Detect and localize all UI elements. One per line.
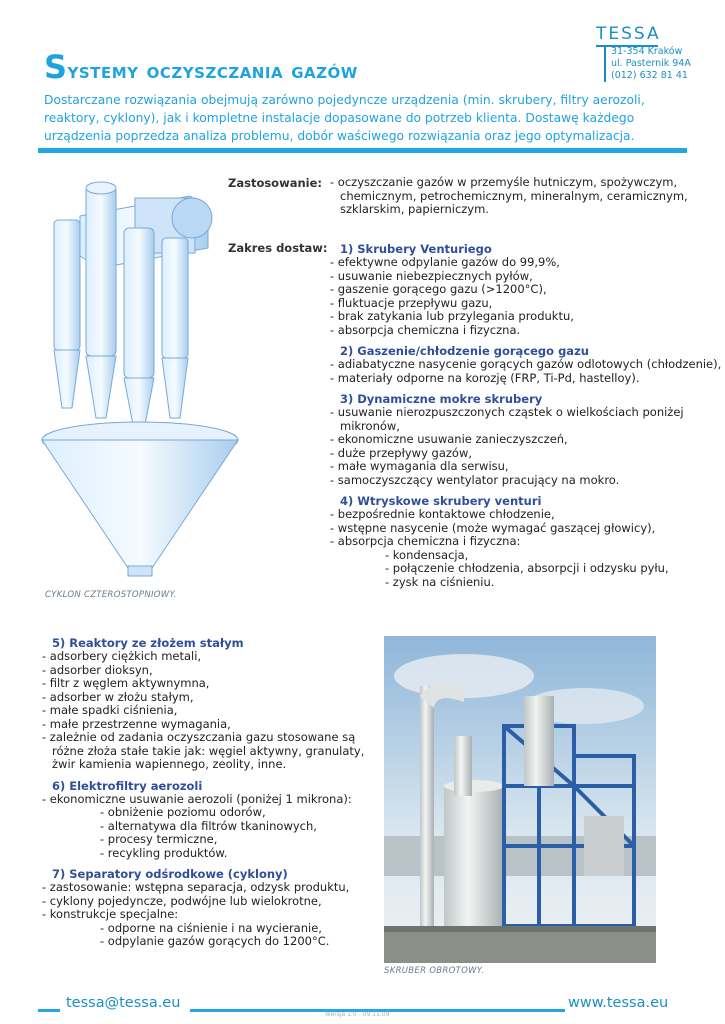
footer-line-left bbox=[38, 1009, 60, 1012]
company-address: 31-354 Kraków ul. Pasternik 94A (012) 632 81 41 bbox=[604, 46, 691, 82]
section-heading: 4) Wtryskowe skrubery venturi bbox=[340, 494, 542, 508]
footer-email-link[interactable]: tessa@tessa.eu bbox=[66, 995, 181, 1011]
rotary-scrubber-photo bbox=[384, 636, 656, 963]
zastosowanie-label: Zastosowanie: bbox=[228, 176, 322, 190]
version-text: Wersja 1.0 - 09.11.09 bbox=[325, 1011, 390, 1018]
header-divider bbox=[38, 148, 687, 153]
section-heading: 1) Skrubery Venturiego bbox=[340, 242, 492, 256]
page-title: Systemy oczyszczania gazów bbox=[44, 48, 358, 86]
section-heading: 5) Reaktory ze złożem stałym bbox=[52, 636, 244, 650]
section-heading: 2) Gaszenie/chłodzenie gorącego gazu bbox=[340, 344, 589, 358]
diagram-caption: CYKLON CZTEROSTOPNIOWY. bbox=[45, 590, 177, 600]
zastosowanie-text: - oczyszczanie gazów w przemyśle hutniczym, spożywczym, chemicznym, petrochemicznym, mineralnym, ceramicznym, szklarskim, papierniczym. bbox=[330, 175, 688, 216]
zakres-list: 1) Skrubery Venturiego - efektywne odpylanie gazów do 99,9%, - usuwanie niebezpiecznych pyłów, - gaszenie gorącego gazu (>1200°C), - fluktuacje przepływu gazu, - brak zatykania lub przylegania produktu, - absorpcja chemiczna i fizyczna. 2) Gaszenie/chłodzenie gorącego gazu - adiabatyczne nasycenie gorących gazów odlotowych (chłodzenie), - materiały odporne na korozję (FRP, Ti-Pd, hastelloy). 3) Dynamiczne mokre skrubery - usuwanie nierozpuszczonych cząstek o wielkościach poniżej mikronów, - ekonomiczne usuwanie zanieczyszczeń, - duże przepływy gazów, - małe wymagania dla serwisu, - samoczyszczący wentylator pracujący na mokro. 4) Wtryskowe skrubery venturi - bezpośrednie kontaktowe chłodzenie, - wstępne nasycenie (może wymagać gaszącej głowicy), - absorpcja chemiczna i fizyczna: - kondensacja, - połączenie chłodzenia, absorpcji i odzysku pyłu, - zysk na ciśnieniu. bbox=[330, 242, 722, 589]
footer-web-link[interactable]: www.tessa.eu bbox=[568, 995, 669, 1011]
cyclone-diagram-image bbox=[40, 168, 240, 588]
section-heading: 7) Separatory odśrodkowe (cyklony) bbox=[52, 867, 288, 881]
section-heading: 3) Dynamiczne mokre skrubery bbox=[340, 392, 543, 406]
photo-caption: SKRUBER OBROTOWY. bbox=[384, 966, 485, 976]
zakres-label: Zakres dostaw: bbox=[228, 241, 328, 255]
company-logo: TESSA bbox=[596, 24, 661, 47]
intro-paragraph: Dostarczane rozwiązania obejmują zarówno pojedyncze urządzenia (min. skrubery, filtry aerozoli, reaktory, cyklony), jak i kompletne instalacje dopasowane do potrzeb klienta. Dostawę każdego urządzenia poprzedza analiza problemu, dobór waściwego rozwiązania oraz jego optymalizacja. bbox=[44, 93, 645, 143]
lower-list: 5) Reaktory ze złożem stałym - adsorbery ciężkich metali, - adsorber dioksyn, - filtr z węglem aktywnymna, - adsorber w złożu stałym, - małe spadki ciśnienia, - małe przestrzenne wymagania, - zależnie od zadania oczyszczania gazu stosowane są różne złoża stałe takie jak: węgiel aktywny, granulaty, żwir kamienia wapiennego, zeolity, inne. 6) Elektrofiltry aerozoli - ekonomiczne usuwanie aerozoli (poniżej 1 mikrona): - obniżenie poziomu odorów, - alternatywa dla filtrów tkaninowych, - procesy termiczne, - recykling produktów. 7) Separatory odśrodkowe (cyklony) - zastosowanie: wstępna separacja, odzysk produktu, - cyklony pojedyncze, podwójne lub wielokrotne, - konstrukcje specjalne: - odporne na ciśnienie i na wycieranie, - odpylanie gazów gorących do 1200°C. bbox=[42, 636, 365, 948]
section-heading: 6) Elektrofiltry aerozoli bbox=[52, 778, 203, 793]
